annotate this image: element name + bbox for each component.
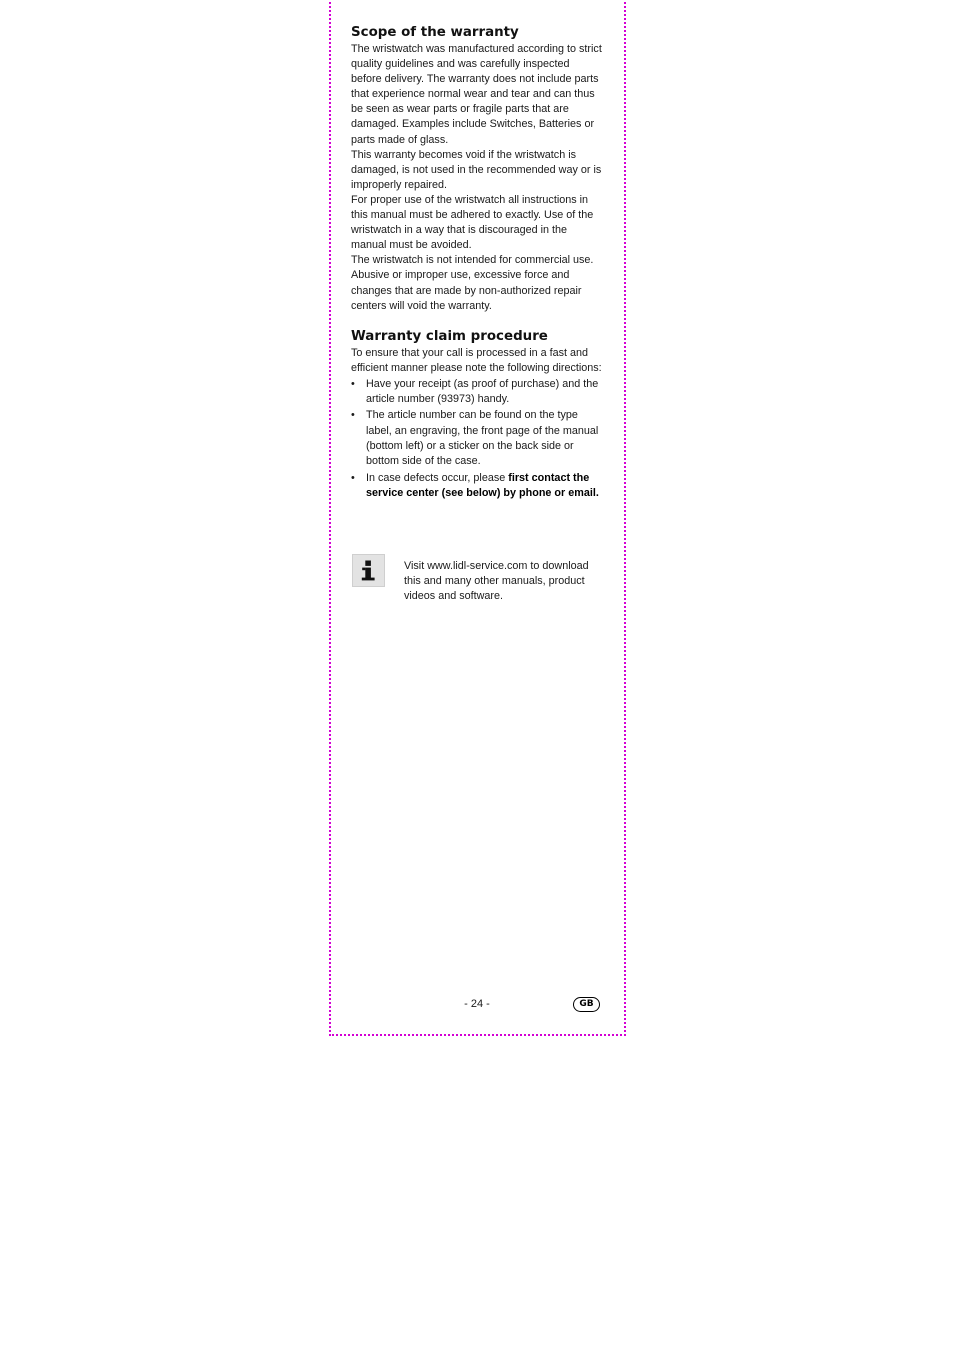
scope-paragraph-3: For proper use of the wristwatch all instructions in this manual must be adhered to exactly. Use of the wristwatch in a way that is discouraged in the manual must be avoided. [351, 193, 594, 252]
section-warranty-claim [351, 328, 603, 502]
bullet-dot: • [351, 409, 355, 422]
page-number: - 24 - [464, 998, 490, 1010]
scope-paragraph-4: The wristwatch is not intended for commercial use. Abusive or improper use, excessive force and changes that are made by non-authorized repair centers will void the warranty. [351, 254, 594, 312]
info-note [351, 548, 603, 602]
bullet-text: The article number can be found on the type label, an engraving, the front page of the manual (bottom left) or a sticker on the back side or bottom side of the case. [366, 409, 599, 468]
list-item [351, 377, 603, 408]
claim-bullet-list [351, 377, 603, 501]
list-item [351, 471, 603, 502]
bullet-text-emphasis: first contact the service center (see below) by phone or email. [366, 471, 599, 499]
scope-paragraph-2: This warranty becomes void if the wristwatch is damaged, is not used in the recommended way or is improperly repaired. [351, 148, 602, 191]
section-scope-of-warranty [351, 24, 603, 314]
heading-warranty-claim: Warranty claim procedure [351, 328, 548, 344]
page-content [351, 24, 603, 502]
bullet-text: Have your receipt (as proof of purchase) and the article number (93973) handy. [366, 377, 599, 406]
bullet-dot: • [351, 377, 355, 390]
bullet-text-prefix: In case defects occur, please [366, 471, 509, 484]
bullet-dot: • [351, 471, 355, 484]
list-item [351, 408, 603, 469]
scope-paragraph-1: The wristwatch was manufactured according to strict quality guidelines and was carefully inspected before delivery. The warranty does not include parts that experience normal wear and tear and can thus be seen as wear parts or fragile parts that are damaged. Examples include Switches, Batteries or parts made of glass. [351, 43, 602, 146]
info-icon [352, 554, 385, 587]
info-note-text: Visit www.lidl-service.com to download this and many other manuals, product videos and software. [404, 559, 589, 602]
heading-scope-of-warranty: Scope of the warranty [351, 25, 519, 40]
language-badge: GB [573, 997, 600, 1012]
claim-intro: To ensure that your call is processed in a fast and efficient manner please note the following directions: [351, 346, 602, 374]
